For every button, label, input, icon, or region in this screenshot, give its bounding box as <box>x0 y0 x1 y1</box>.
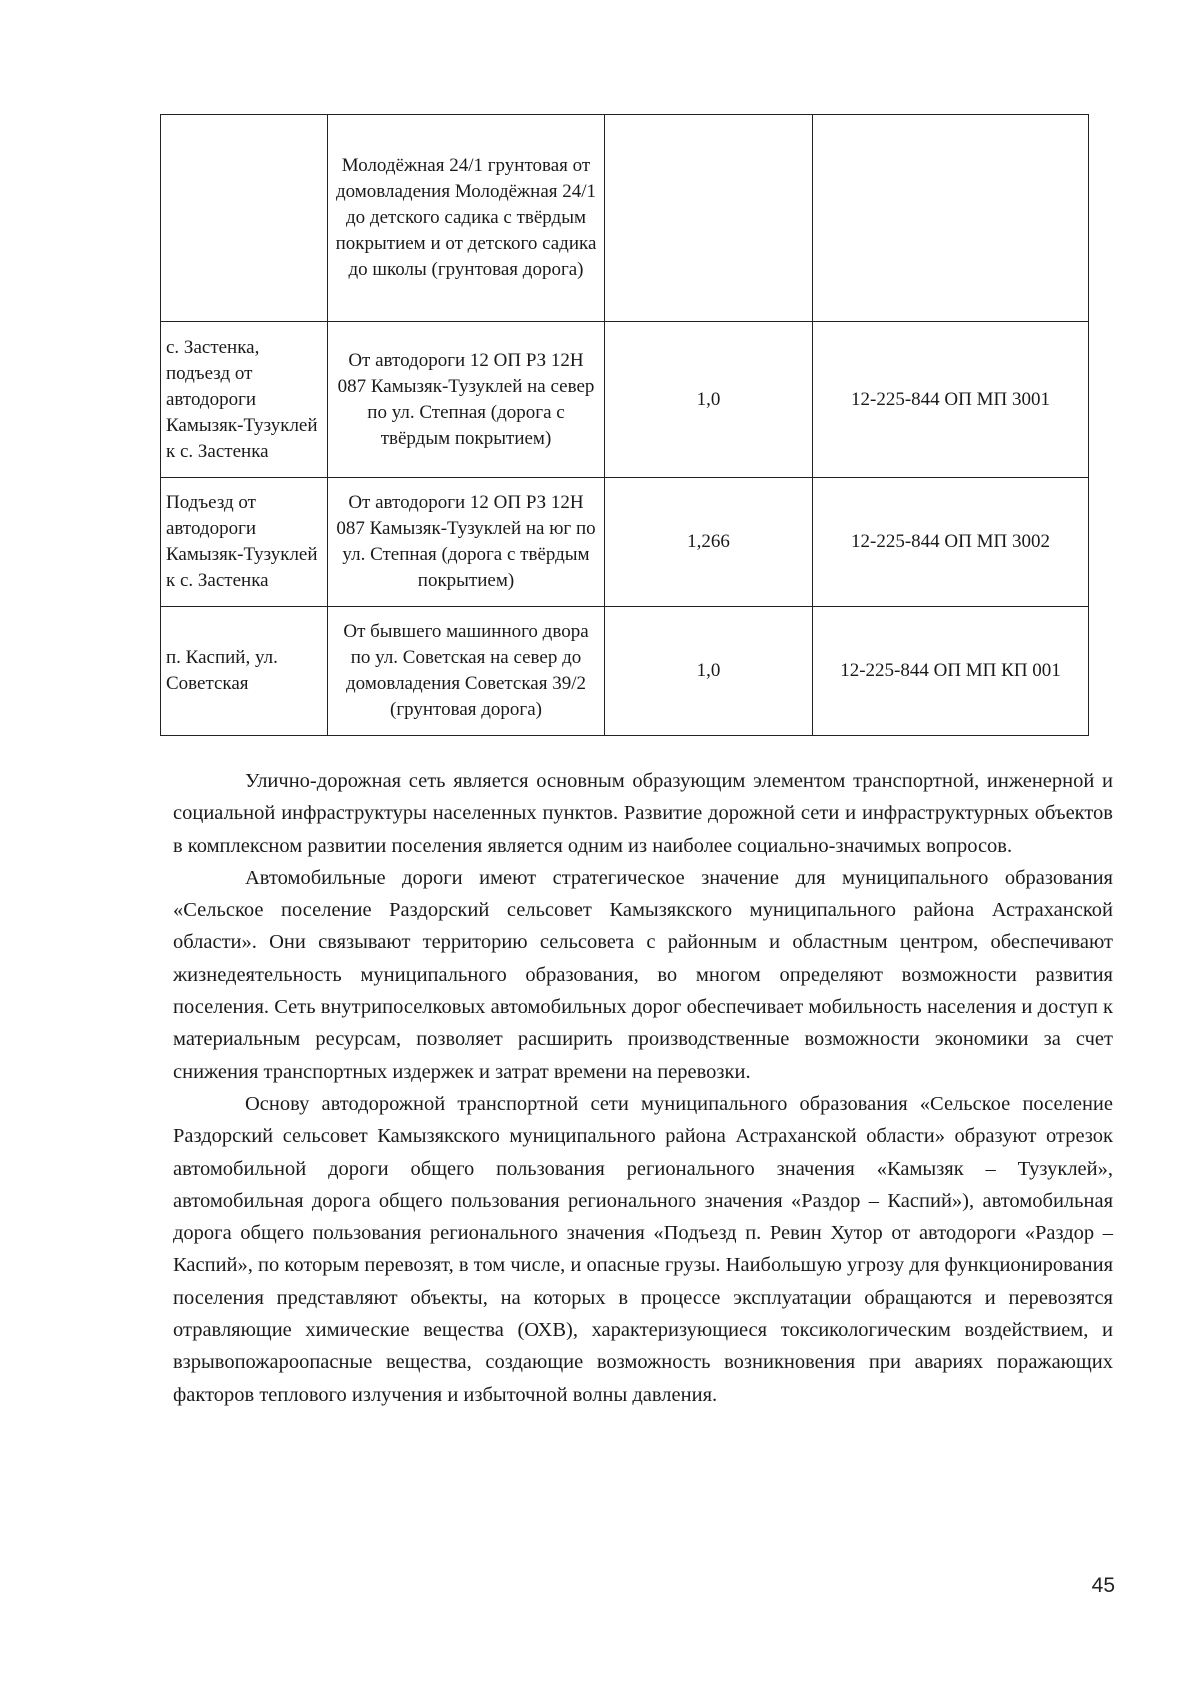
description-cell: Молодёжная 24/1 грунтовая от домовладения Молодёжная 24/1 до детского садика с твёрдым покрытием и от детского садика до школы (грунтовая дорога) <box>328 115 605 322</box>
roads-table <box>160 114 1089 736</box>
description-cell: От автодороги 12 ОП РЗ 12Н 087 Камызяк-Тузуклей на север по ул. Степная (дорога с твёрдым покрытием) <box>328 322 605 478</box>
code-cell: 12-225-844 ОП МП КП 001 <box>813 607 1089 736</box>
paragraph: Основу автодорожной транспортной сети муниципального образования «Сельское поселение Раздорский сельсовет Камызякского муниципального района Астраханской области» образуют отрезок автомобильной дороги общего пользования регионального значения «Камызяк – Тузуклей», автомобильная дорога общего пользования регионального значения «Раздор – Каспий»), автомобильная дорога общего пользования регионального значения «Подъезд п. Ревин Хутор от автодороги «Раздор – Каспий», по которым перевозят, в том числе, и опасные грузы. Наибольшую угрозу для функционирования поселения представляют объекты, на которых в процессе эксплуатации обращаются и перевозятся отравляющие химические вещества (ОХВ), характеризующиеся токсикологическим воздействием, и взрывопожароопасные вещества, создающие возможность возникновения при авариях поражающих факторов теплового излучения и избыточной волны давления. <box>173 1092 1113 1406</box>
locality-cell: с. Застенка, подъезд от автодороги Камызяк-Тузуклей к с. Застенка <box>161 322 328 478</box>
page-number: 45 <box>1091 1574 1115 1597</box>
locality-cell: Подъезд от автодороги Камызяк-Тузуклей к с. Застенка <box>161 478 328 607</box>
code-cell: 12-225-844 ОП МП 3002 <box>813 478 1089 607</box>
body-text <box>173 765 1113 1411</box>
table-row <box>161 478 1089 607</box>
description-cell: От автодороги 12 ОП РЗ 12Н 087 Камызяк-Тузуклей на юг по ул. Степная (дорога с твёрдым покрытием) <box>328 478 605 607</box>
length-cell: 1,0 <box>605 322 813 478</box>
length-cell: 1,0 <box>605 607 813 736</box>
table-row <box>161 322 1089 478</box>
table-row <box>161 607 1089 736</box>
locality-cell <box>161 115 328 322</box>
paragraph: Улично-дорожная сеть является основным образующим элементом транспортной, инженерной и социальной инфраструктуры населенных пунктов. Развитие дорожной сети и инфраструктурных объектов в комплексном развитии поселения является одним из наиболее социально-значимых вопросов. <box>173 770 1113 857</box>
length-cell <box>605 115 813 322</box>
paragraph: Автомобильные дороги имеют стратегическое значение для муниципального образования «Сельское поселение Раздорский сельсовет Камызякского муниципального района Астраханской области». Они связывают территорию сельсовета с районным и областным центром, обеспечивают жизнедеятельность муниципального образования, во многом определяют возможности развития поселения. Сеть внутрипоселковых автомобильных дорог обеспечивает мобильность населения и доступ к материальным ресурсам, позволяет расширить производственные возможности экономики за счет снижения транспортных издержек и затрат времени на перевозки. <box>173 866 1113 1083</box>
code-cell <box>813 115 1089 322</box>
description-cell: От бывшего машинного двора по ул. Советская на север до домовладения Советская 39/2 (грунтовая дорога) <box>328 607 605 736</box>
code-cell: 12-225-844 ОП МП 3001 <box>813 322 1089 478</box>
table-row <box>161 115 1089 322</box>
locality-cell: п. Каспий, ул. Советская <box>161 607 328 736</box>
length-cell: 1,266 <box>605 478 813 607</box>
